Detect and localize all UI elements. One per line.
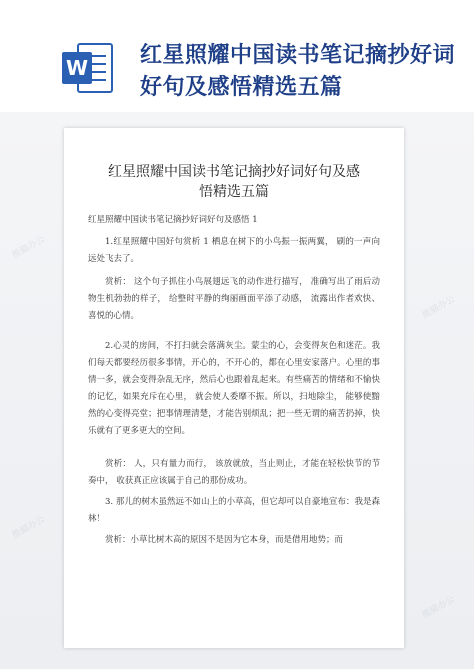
word-logo-letter: W (65, 56, 89, 80)
watermark: 熊猫办公 (10, 514, 47, 542)
banner-title: 红星照耀中国读书笔记摘抄好词好句及感悟精选五篇 (140, 43, 456, 100)
document-page (64, 128, 404, 648)
paragraph: 赏析：小草比树木高的原因不是因为它本身，而是借用地势；而 (105, 535, 344, 545)
paragraph: 3. 那儿的树木虽然远不如山上的小草高，但它却可以自豪地宣布：我是森林！ (88, 497, 380, 524)
paragraph: 赏析： 人，只有量力而行， 该放就放，当止则止，才能在轻松快节的节奏中， 收获真正应该属于自己的那份成功。 (88, 459, 380, 486)
document-title: 红星照耀中国读书笔记摘抄好词好句及感悟精选五篇 (108, 164, 360, 200)
watermark: 熊猫办公 (10, 234, 47, 262)
paragraph: 赏析： 这个句子抓住小鸟展翅远飞的动作进行描写， 准确写出了雨后动物生机勃勃的样子， 给整时平静的绚丽画面平添了动感， 流露出作者欢快、喜悦的心情。 (88, 277, 380, 321)
watermark: 熊猫办公 (420, 294, 457, 322)
paragraph: 2.心灵的房间，不打扫就会落满灰尘。蒙尘的心，会变得灰色和迷茫。我们每天都要经历很多事情，开心的，不开心的，都在心里安家落户。心里的事情一多，就会变得杂乱无序，然后心也跟着乱起来。有些痛苦的情绪和不愉快的记忆，如果充斥在心里， 就会使人委靡不振。所以，扫地除尘， 能够使黯然的心变得亮堂；把事情理清楚，才能告别烦乱；把一些无谓的痛苦扔掉，快乐就有了更多更大的空间。 (88, 341, 380, 436)
watermark: 熊猫办公 (420, 594, 457, 622)
paragraph: 1.红星照耀中国好句赏析 1 栖息在树下的小鸟振一振两翼， 刷的一声向远处飞去了。 (88, 237, 380, 264)
word-document-icon (60, 40, 116, 96)
paragraph-heading: 红星照耀中国读书笔记摘抄好词好句及感悟 1 (88, 215, 258, 225)
banner (0, 0, 474, 130)
